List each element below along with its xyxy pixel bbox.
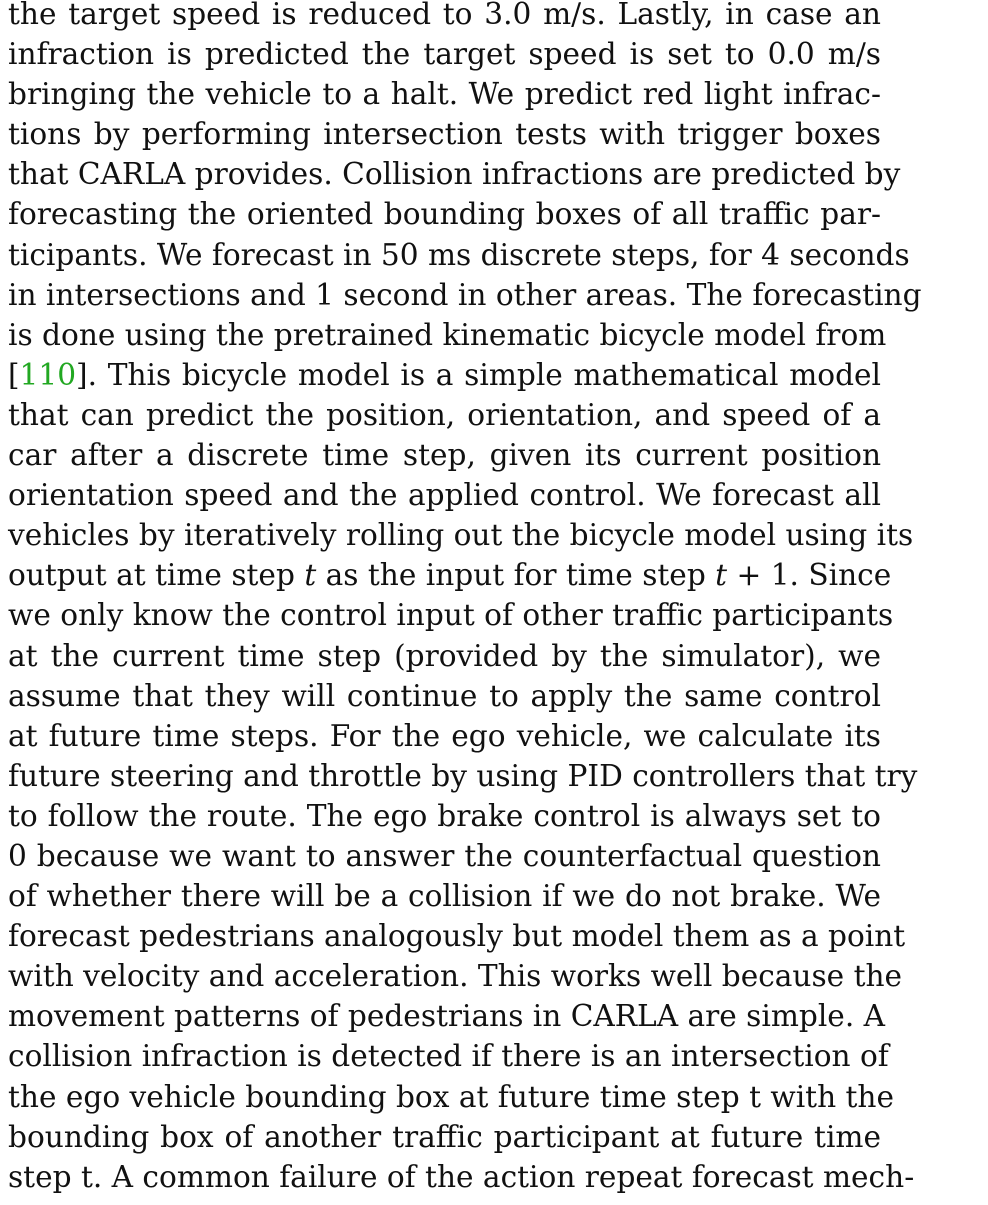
- text-line-18: assume that they will continue to apply the same control: [8, 678, 881, 713]
- text-line-24: forecast pedestrians analogously but model them as a point: [8, 919, 906, 954]
- text-line-27: collision infraction is detected if there is an intersection of: [8, 1039, 889, 1074]
- text-line-26: movement patterns of pedestrians in CARLA are simple. A: [8, 999, 886, 1034]
- text-line-19: at future time steps. For the ego vehicle, we calculate its: [8, 718, 881, 753]
- bracket-open: [: [8, 357, 20, 392]
- text-line-30: step t. A common failure of the action repeat forecast mech-: [8, 1159, 915, 1194]
- text-line-22: 0 because we want to answer the counterfactual question: [8, 838, 881, 873]
- text-line-29: bounding box of another traffic participant at future time: [8, 1119, 881, 1154]
- line-15-after: + 1. Since: [727, 558, 892, 593]
- text-line-28: the ego vehicle bounding box at future time step t with the: [8, 1079, 895, 1114]
- line-10-rest: ]. This bicycle model is a simple mathematical model: [76, 357, 881, 392]
- text-line-17: at the current time step (provided by the simulator), we: [8, 638, 881, 673]
- text-line-14: vehicles by iteratively rolling out the bicycle model using its: [8, 518, 914, 553]
- text-line-9: is done using the pretrained kinematic bicycle model from: [8, 317, 887, 352]
- text-line-23: of whether there will be a collision if we do not brake. We: [8, 879, 881, 914]
- text-line-20: future steering and throttle by using PID controllers that try: [8, 758, 918, 793]
- line-15-before: output at time step: [8, 558, 305, 593]
- text-line-10: [8, 355, 881, 395]
- text-line-11: that can predict the position, orientation, and speed of a: [8, 397, 881, 432]
- text-line-5: that CARLA provides. Collision infractions are predicted by: [8, 157, 901, 192]
- text-line-16: we only know the control input of other traffic participants: [8, 598, 894, 633]
- text-line-6: forecasting the oriented bounding boxes of all traffic par-: [8, 197, 881, 232]
- text-line-4: tions by performing intersection tests with trigger boxes: [8, 117, 881, 152]
- line-15-middle: as the input for time step: [316, 558, 716, 593]
- text-line-8: in intersections and 1 second in other areas. The forecasting: [8, 277, 922, 312]
- text-line-3: bringing the vehicle to a halt. We predict red light infrac-: [8, 77, 881, 112]
- text-line-13: orientation speed and the applied control. We forecast all: [8, 478, 881, 513]
- text-line-12: car after a discrete time step, given its current position: [8, 438, 881, 473]
- math-var-t-next: t: [715, 558, 728, 593]
- text-line-7: ticipants. We forecast in 50 ms discrete steps, for 4 seconds: [8, 237, 910, 272]
- text-line-21: to follow the route. The ego brake control is always set to: [8, 798, 881, 833]
- paper-body-text: [8, 0, 922, 1197]
- text-line-1: the target speed is reduced to 3.0 m/s. Lastly, in case an: [8, 0, 881, 31]
- text-line-15: [8, 555, 892, 595]
- text-line-25: with velocity and acceleration. This works well because the: [8, 959, 903, 994]
- text-line-2: infraction is predicted the target speed is set to 0.0 m/s: [8, 37, 881, 72]
- math-var-t: t: [304, 558, 317, 593]
- citation-link-110[interactable]: 110: [19, 357, 77, 392]
